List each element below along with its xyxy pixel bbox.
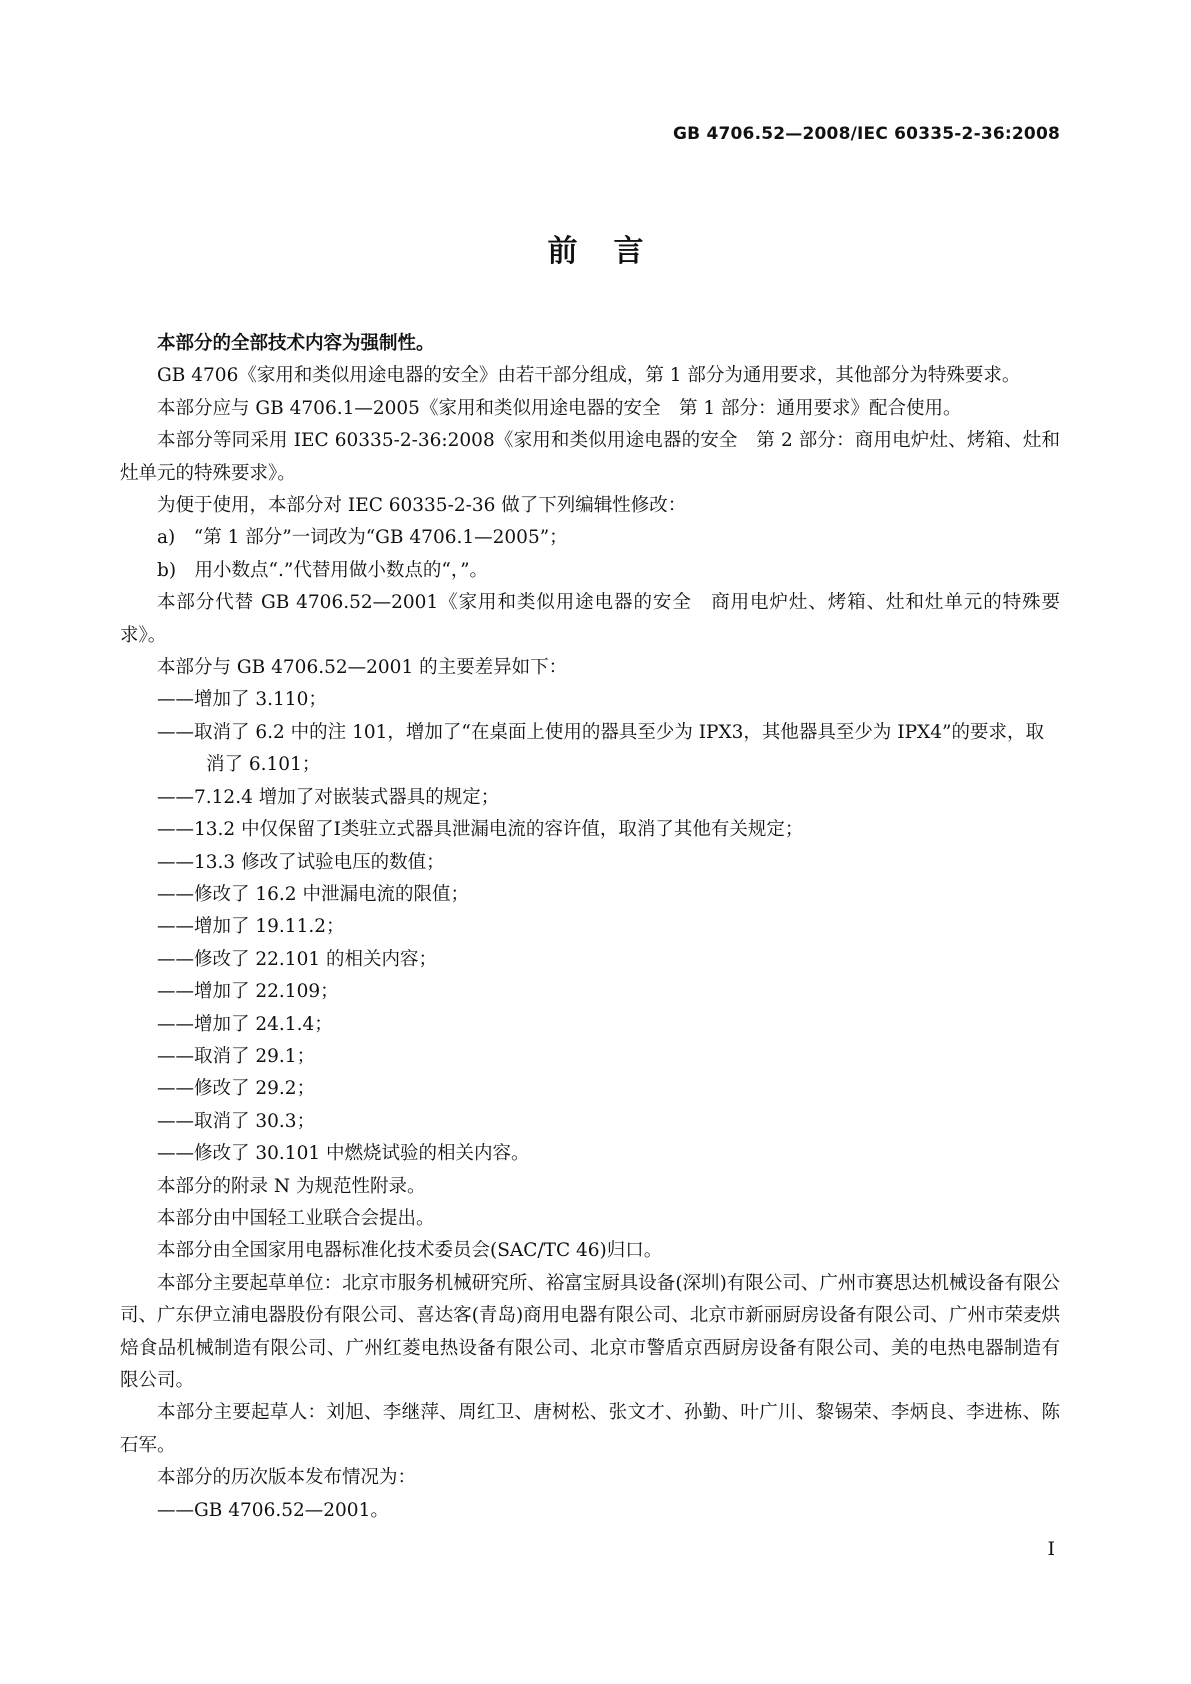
difference-item: ——修改了 29.2； [157,1078,316,1100]
history-intro: 本部分的历次版本发布情况为： [157,1467,417,1489]
history-item: ——GB 4706.52—2001。 [157,1499,389,1521]
centralized-by-paragraph: 本部分由全国家用电器标准化技术委员会(SAC/TC 46)归口。 [157,1240,663,1262]
series-paragraph: GB 4706《家用和类似用途电器的安全》由若干部分组成，第 1 部分为通用要求，其他部分为特殊要求。 [157,365,1021,387]
page-number: Ⅰ [1047,1538,1055,1560]
difference-item: ——修改了 22.101 的相关内容； [157,948,437,970]
editorial-intro: 为便于使用，本部分对 IEC 60335-2-36 做了下列编辑性修改： [157,495,687,517]
drafters-paragraph: 本部分主要起草人：刘旭、李继萍、周红卫、唐树松、张文才、孙勤、叶广川、黎锡荣、李炳良、李进栋、陈石军。 [120,1402,1060,1456]
editorial-item-a: a) “第 1 部分”一词改为“GB 4706.1—2005”； [157,527,568,549]
drafting-units-paragraph: 本部分主要起草单位：北京市服务机械研究所、裕富宝厨具设备(深圳)有限公司、广州市赛思达机械设备有限公司、广东伊立浦电器股份有限公司、喜达客(青岛)商用电器有限公司、北京市新丽厨房设备有限公司、广州市荣麦烘焙食品机械制造有限公司、广州红菱电热设备有限公司、北京市警盾京西厨房设备有限公司、美的电热电器制造有限公司。 [120,1272,1060,1391]
mandatory-statement: 本部分的全部技术内容为强制性。 [157,333,435,354]
difference-item: ——修改了 16.2 中泄漏电流的限值； [157,883,469,905]
difference-item: ——增加了 24.1.4； [157,1013,333,1035]
differences-list [120,684,1060,1170]
document-code: GB 4706.52—2008/IEC 60335-2-36:2008 [673,124,1060,144]
differences-intro: 本部分与 GB 4706.52—2001 的主要差异如下： [157,657,568,679]
difference-item: ——增加了 3.110； [157,689,327,711]
difference-item: ——取消了 29.1； [157,1045,316,1067]
use-with-paragraph: 本部分应与 GB 4706.1—2005《家用和类似用途电器的安全 第 1 部分：通用要求》配合使用。 [157,397,962,419]
difference-item: ——增加了 19.11.2； [157,916,345,938]
foreword-body [120,328,1060,1527]
difference-item: ——取消了 6.2 中的注 101，增加了“在桌面上使用的器具至少为 IPX3，其他器具至少为 IPX4”的要求，取消了 6.101； [157,721,1044,776]
difference-item: ——13.3 修改了试验电压的数值； [157,851,445,873]
difference-item: ——13.2 中仅保留了Ⅰ类驻立式器具泄漏电流的容许值，取消了其他有关规定； [157,819,804,841]
difference-item: ——取消了 30.3； [157,1110,316,1132]
page-title: 前言 [547,234,680,269]
replaces-paragraph: 本部分代替 GB 4706.52—2001《家用和类似用途电器的安全 商用电炉灶、烤箱、灶和灶单元的特殊要求》。 [120,592,1060,646]
identical-adoption-paragraph: 本部分等同采用 IEC 60335-2-36:2008《家用和类似用途电器的安全 第 2 部分：商用电炉灶、烤箱、灶和灶单元的特殊要求》。 [120,430,1060,484]
editorial-item-b: b) 用小数点“.”代替用做小数点的“，”。 [157,559,489,581]
difference-item: ——7.12.4 增加了对嵌装式器具的规定； [157,786,500,808]
difference-item: ——增加了 22.109； [157,981,339,1003]
annex-paragraph: 本部分的附录 N 为规范性附录。 [157,1175,426,1197]
difference-item: ——修改了 30.101 中燃烧试验的相关内容。 [157,1143,530,1165]
proposed-by-paragraph: 本部分由中国轻工业联合会提出。 [157,1207,435,1229]
